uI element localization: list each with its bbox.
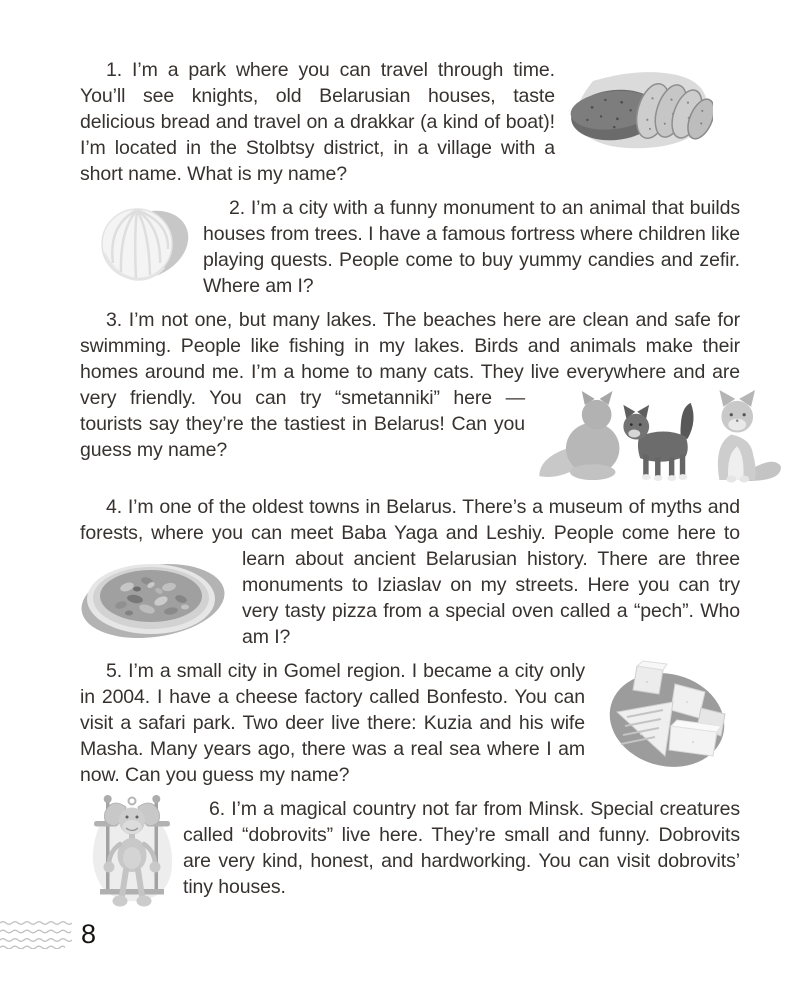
dobrovit-toy-photo (82, 791, 182, 911)
riddle-2-paragraph (80, 195, 740, 299)
page-footer (0, 920, 96, 949)
riddle-3-text-top: 3. I’m not one, but many lakes. The beaches here are clean and safe for swimming. People like fishing in my lakes. Birds and animals make their homes around me. I’m a home to many cats. They live (80, 309, 740, 383)
pizza-photo (77, 555, 228, 639)
zefir-illustration (92, 201, 193, 288)
riddle-3-text-bottom: everywhere and are very friendly. You can try “smetanniki” here — tourists say they’re the tastiest in Belarus! Can you guess my name? (80, 361, 740, 461)
riddle-4-text-top: 4. I’m one of the oldest towns in Belarus. There’s a museum of myths and forests, where you can meet Baba Yaga and Leshiy. People (80, 496, 740, 544)
riddle-5 (80, 658, 740, 788)
zefir-photo (92, 201, 193, 288)
riddle-5-paragraph (80, 658, 740, 788)
riddle-5-text: 5. I’m a small city in Gomel region. I became a city only in 2004. I have a cheese factory called Bonfesto. You can visit a safari park. Two deer live there: Kuzia and his wife Masha. Many years ago, there was a real sea where I am now. Can you guess my name? (80, 660, 585, 786)
riddle-1 (80, 57, 740, 187)
bread-photo (565, 67, 713, 154)
riddle-1-paragraph (80, 57, 740, 187)
cheese-photo (597, 660, 732, 772)
riddle-4-paragraph (80, 494, 740, 650)
riddle-2-text: 2. I’m a city with a funny monument to an animal that builds houses from trees. I have a famous fortress where children like playing quests. People come to buy yummy candies and zefir. Where am I? (203, 197, 740, 297)
cats-illustration (537, 387, 785, 484)
riddle-3 (80, 307, 740, 486)
page-number: 8 (81, 919, 97, 949)
pizza-illustration (77, 555, 228, 639)
cats-photo (537, 387, 785, 484)
riddle-2 (80, 195, 740, 299)
wavy-lines-decoration (0, 920, 72, 949)
riddle-3-paragraph (80, 307, 740, 463)
riddle-4 (80, 494, 740, 650)
riddle-4-text-bottom: come here to learn about ancient Belarusian history. There are three monuments to Iziaslav on my streets. Here you can try very tasty pizza from a special oven called a “pech”. Who am I? (242, 522, 740, 648)
riddle-6 (80, 796, 740, 911)
cheese-illustration (597, 660, 732, 772)
riddle-6-paragraph (80, 796, 740, 900)
riddle-1-text: 1. I’m a park where you can travel through time. You’ll see knights, old Belarusian houses, taste delicious bread and travel on a drakkar (a kind of boat)! I’m located in the Stolbtsy district, in a village with a short name. What is my name? (80, 59, 555, 185)
dobrovit-toy-illustration (82, 791, 182, 911)
bread-illustration (565, 67, 713, 154)
riddle-6-text: 6. I’m a magical country not far from Minsk. Special creatures called “dobrovits” live here. They’re small and funny. Dobrovits are very kind, honest, and hardworking. You can visit dobrovits’ tiny houses. (183, 798, 740, 898)
